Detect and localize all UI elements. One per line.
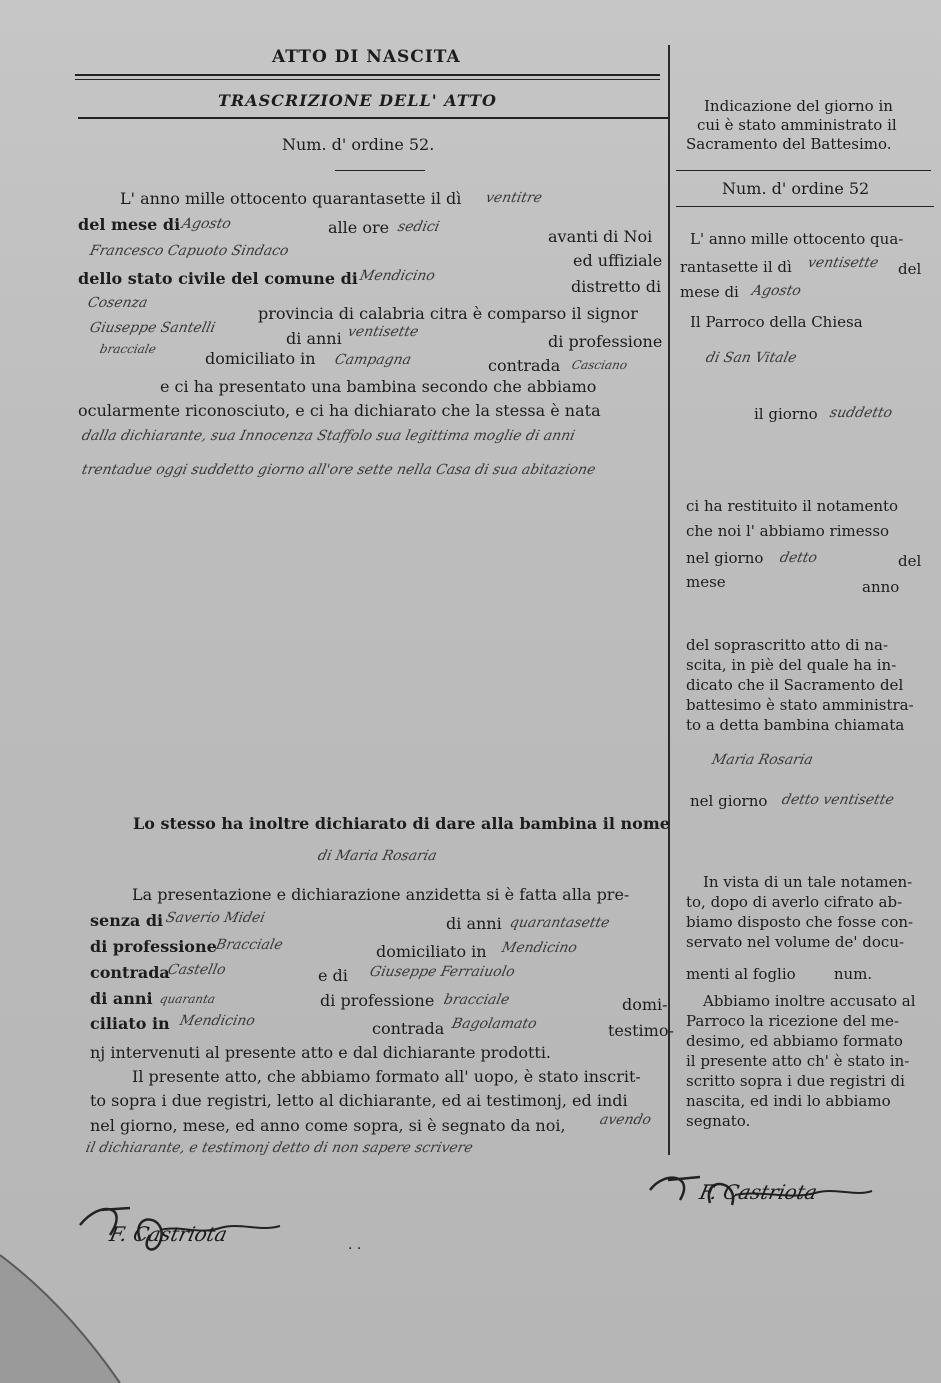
right-line2a: rantasette il dì xyxy=(680,258,792,276)
right-line24: il presente atto ch' è stato in- xyxy=(686,1052,910,1070)
p3-line6b: contrada xyxy=(372,1019,445,1038)
hw-right-nel: detto xyxy=(778,550,819,566)
p3-line4a: contrada xyxy=(90,963,170,982)
signature-left-text: F. Castriota xyxy=(107,1222,230,1246)
right-line18: biamo disposto che fosse con- xyxy=(686,913,914,931)
hw-declarant-prof: bracciale xyxy=(98,342,158,356)
right-header-rule xyxy=(676,170,931,171)
p1-line7: di anni xyxy=(286,329,342,348)
column-divider xyxy=(668,45,670,1155)
hw-w1-prof: Bracciale xyxy=(214,937,285,953)
right-line16: In vista di un tale notamen- xyxy=(703,873,913,891)
p4-line3: nel giorno, mese, ed anno come sopra, si è segnato da noi, xyxy=(90,1116,566,1135)
p1-line3: avanti di Noi xyxy=(548,227,653,246)
title-rule xyxy=(75,74,660,76)
right-line22: Parroco la ricezione del me- xyxy=(686,1012,899,1030)
hw-birth-line1: dalla dichiarante, sua Innocenza Staffolo sua legittima moglie di anni xyxy=(80,428,577,444)
p1-line4a: ed uffiziale xyxy=(573,251,663,270)
p3-line1: La presentazione e dichiarazione anzidetta si è fatta alla pre- xyxy=(132,885,630,904)
hw-contrada: Casciano xyxy=(570,358,629,372)
p1-line8: di professione xyxy=(548,332,663,351)
right-header-line1: Indicazione del giorno in xyxy=(704,97,893,115)
hw-declarant: Giuseppe Santelli xyxy=(88,320,217,336)
hw-right-day: ventisette xyxy=(806,255,881,271)
p1-line4b: dello stato civile del comune di xyxy=(78,269,358,288)
hw-right-giorno: suddetto xyxy=(828,405,894,421)
right-line2b: del xyxy=(898,260,922,278)
p1-line5: distretto di xyxy=(571,277,662,296)
p1-line10: e ci ha presentato una bambina secondo che abbiamo xyxy=(160,377,597,396)
hw-w2-contrada: Bagolamato xyxy=(450,1016,539,1032)
hw-w2-name: Giuseppe Ferraiuolo xyxy=(368,964,517,980)
p3-line4b: e di xyxy=(318,966,348,985)
right-line8b: del xyxy=(898,552,922,570)
hw-officer: Francesco Capuoto Sindaco xyxy=(88,243,291,259)
hw-closing-a: avendo xyxy=(598,1112,653,1128)
p3-line6a: ciliato in xyxy=(90,1014,170,1033)
hw-hour: sedici xyxy=(396,219,441,235)
hw-w2-dom: Mendicino xyxy=(178,1013,257,1029)
p3-line3a: di professione xyxy=(90,937,217,956)
p3-line6c: testimo- xyxy=(608,1021,674,1040)
document-title: ATTO DI NASCITA xyxy=(272,47,461,67)
hw-birth-line2: trentadue oggi suddetto giorno all'ore sette nella Casa di sua abitazione xyxy=(80,462,598,478)
right-line20: menti al foglio num. xyxy=(686,965,873,983)
hw-w1-contrada: Castello xyxy=(166,962,228,978)
stray-mark: · · xyxy=(348,1241,362,1257)
hw-w2-prof: bracciale xyxy=(442,992,511,1008)
title-rule-2 xyxy=(75,79,660,80)
right-line11: scita, in piè del quale ha in- xyxy=(686,656,897,674)
right-line8a: nel giorno xyxy=(686,549,764,567)
right-line10: del soprascritto atto di na- xyxy=(686,636,889,654)
order-rule-right xyxy=(676,206,934,207)
hw-district: Cosenza xyxy=(86,295,150,311)
document-subtitle: TRASCRIZIONE DELL' ATTO xyxy=(218,91,497,110)
p1-line6: provincia di calabria citra è comparso il signor xyxy=(258,304,638,323)
hw-w1-age: quarantasette xyxy=(508,915,612,931)
right-line4: Il Parroco della Chiesa xyxy=(690,313,863,331)
hw-month: Agosto xyxy=(180,216,233,232)
p3-line2b: di anni xyxy=(446,914,502,933)
right-line27: segnato. xyxy=(686,1112,751,1130)
p1-line9b: contrada xyxy=(488,356,561,375)
page-curl xyxy=(0,1235,140,1383)
p1-line2b: alle ore xyxy=(328,218,390,237)
p3-line5b: di professione xyxy=(320,991,435,1010)
hw-right-month: Agosto xyxy=(750,283,803,299)
right-line21: Abbiamo inoltre accusato al xyxy=(703,992,916,1010)
hw-commune: Mendicino xyxy=(358,268,437,284)
hw-right-child: Maria Rosaria xyxy=(710,752,815,768)
hw-right-church: di San Vitale xyxy=(704,350,799,366)
right-line19: servato nel volume de' docu- xyxy=(686,933,905,951)
order-number-left: Num. d' ordine 52. xyxy=(282,135,435,154)
p1-line11: ocularmente riconosciuto, e ci ha dichiarato che la stessa è nata xyxy=(78,401,601,420)
right-line9a: mese xyxy=(686,573,726,591)
hw-declarant-age: ventisette xyxy=(346,324,421,340)
right-line1: L' anno mille ottocento qua- xyxy=(690,230,904,248)
right-line7: che noi l' abbiamo rimesso xyxy=(686,522,890,540)
p1-line1: L' anno mille ottocento quarantasette il dì xyxy=(120,189,462,208)
p3-line2a: senza di xyxy=(90,911,164,930)
hw-domicile: Campagna xyxy=(333,352,413,368)
right-header-line3: Sacramento del Battesimo. xyxy=(686,135,892,153)
p3-line5c: domi- xyxy=(622,995,668,1014)
right-header-line2: cui è stato amministrato il xyxy=(697,116,897,134)
p1-line9a: domiciliato in xyxy=(205,349,316,368)
right-line25: scritto sopra i due registri di xyxy=(686,1072,905,1090)
right-line5: il giorno xyxy=(754,405,818,423)
hw-right-baptism: detto ventisette xyxy=(780,792,896,808)
right-line23: desimo, ed abbiamo formato xyxy=(686,1032,903,1050)
p4-line1: Il presente atto, che abbiamo formato all' uopo, è stato inscrit- xyxy=(132,1067,641,1086)
right-line9b: anno xyxy=(862,578,900,596)
right-line15: nel giorno xyxy=(690,792,768,810)
right-line17: to, dopo di averlo cifrato ab- xyxy=(686,893,903,911)
p3-line5a: di anni xyxy=(90,989,153,1008)
hw-child-name: di Maria Rosaria xyxy=(316,848,439,864)
right-line14: to a detta bambina chiamata xyxy=(686,716,905,734)
right-line3: mese di xyxy=(680,283,739,301)
hw-day: ventitre xyxy=(484,190,544,206)
p4-line2: to sopra i due registri, letto al dichiarante, ed ai testimonj, ed indi xyxy=(90,1091,628,1110)
hw-w1-name: Saverio Midei xyxy=(164,910,267,926)
hw-closing-b: il dichiarante, e testimonj detto di non sapere scrivere xyxy=(84,1140,475,1156)
signature-right-text: F. Castriota xyxy=(697,1180,820,1204)
right-line26: nascita, ed indi lo abbiamo xyxy=(686,1092,891,1110)
hw-w2-age: quaranta xyxy=(158,992,217,1006)
p2-line: Lo stesso ha inoltre dichiarato di dare alla bambina il nome xyxy=(133,814,670,833)
p1-line2a: del mese di xyxy=(78,215,181,234)
subtitle-rule xyxy=(78,117,670,119)
order-rule-left xyxy=(335,170,425,171)
right-line12: dicato che il Sacramento del xyxy=(686,676,904,694)
right-line13: battesimo è stato amministra- xyxy=(686,696,914,714)
order-number-right: Num. d' ordine 52 xyxy=(722,179,870,198)
p3-line7: nj intervenuti al presente atto e dal dichiarante prodotti. xyxy=(90,1043,552,1062)
p3-line3b: domiciliato in xyxy=(376,942,487,961)
hw-w1-dom: Mendicino xyxy=(500,940,579,956)
right-line6: ci ha restituito il notamento xyxy=(686,497,899,515)
